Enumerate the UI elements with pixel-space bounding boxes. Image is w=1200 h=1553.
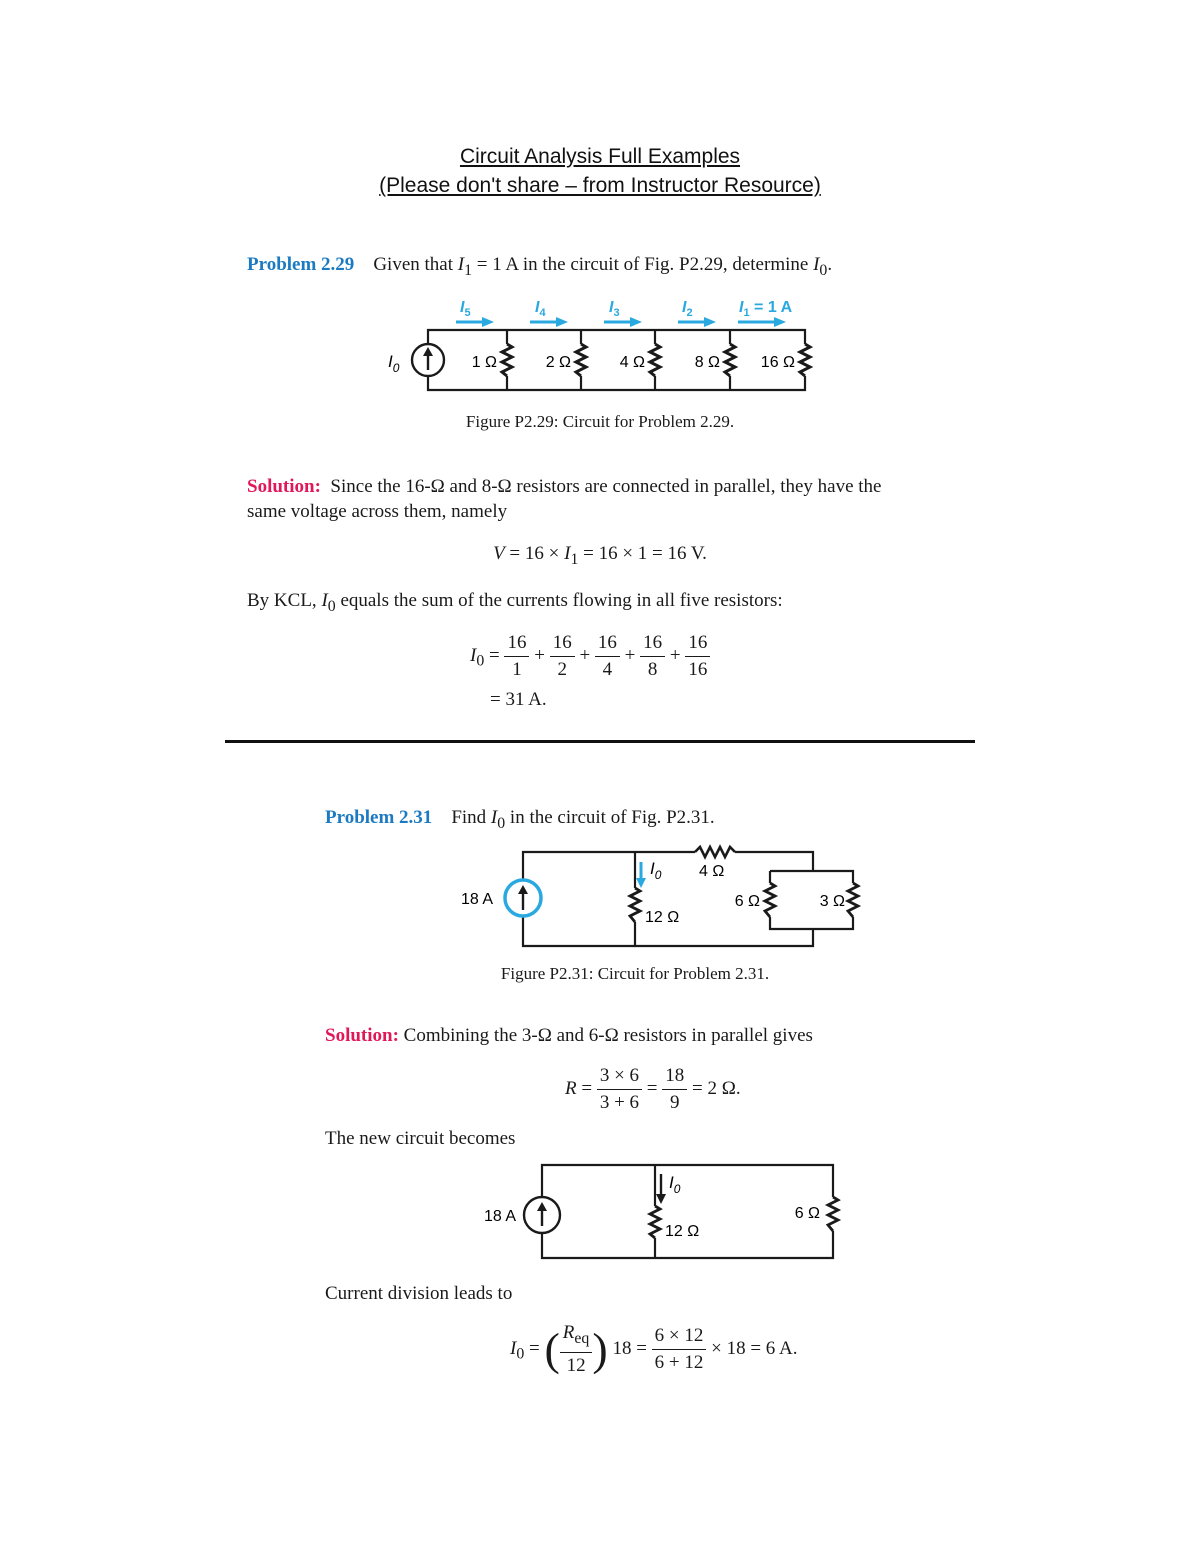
resistor-label: 12 Ω (665, 1223, 700, 1240)
solution-231 (325, 1025, 813, 1047)
solution-text: same voltage across them, namely (247, 501, 508, 522)
kcl-text: By KCL, (247, 590, 322, 611)
eq-sign: = (642, 1077, 663, 1099)
eq-text: = 16 × (504, 543, 565, 564)
fraction: $\frac{6 \times 12}{6 + 12}$ (652, 1323, 707, 1376)
problem-231-statement (325, 807, 715, 833)
resistor-label: 3 Ω (819, 893, 845, 910)
fraction: $\frac{16}{16}$ (685, 630, 710, 683)
eq-result: = 2 Ω. (687, 1077, 741, 1099)
resistor-12ohm (630, 888, 640, 922)
figure-caption-p229: Figure P2.29: Circuit for Problem 2.29. (465, 412, 735, 431)
resistor-label: 6 Ω (794, 1205, 820, 1222)
solution-text: Combining the 3-Ω and 6-Ω resistors in parallel gives (403, 1025, 813, 1046)
current-arrow-icon (556, 317, 568, 327)
resistor-6ohm (828, 1197, 838, 1231)
current-label-i1: $I_1 = 1$ A (739, 299, 793, 319)
fraction: $\frac{16}{4}$ (595, 630, 620, 683)
current-arrow-icon (704, 317, 716, 327)
section-divider (225, 740, 975, 743)
source-label: 18 A (484, 1208, 517, 1225)
statement-text: . (827, 254, 833, 275)
bottom-wire (428, 376, 805, 390)
equation-sum-result: = 31 A. (490, 689, 547, 710)
resistor-3ohm (848, 883, 858, 917)
plus-sign: + (624, 644, 636, 666)
fraction: $\frac{3 \times 6}{3 + 6}$ (597, 1063, 642, 1116)
circuit-figure-p229 (380, 290, 820, 400)
resistor-label: 4 Ω (619, 354, 645, 371)
current-label-i3: $I_3$ (609, 299, 620, 319)
resistor-label: 1 Ω (471, 354, 497, 371)
resistor-12ohm (650, 1206, 660, 1238)
top-wire (542, 1165, 833, 1197)
resistor-2 (576, 344, 586, 376)
problem-231-label: Problem 2.31 (325, 807, 433, 828)
current-label-i5: $I_5$ (460, 299, 471, 319)
bottom-wire (523, 916, 635, 946)
paren-right: ) (592, 1323, 608, 1375)
eq-sign: = (524, 1337, 545, 1359)
problem-229-statement (247, 254, 832, 280)
resistor-4 (725, 344, 735, 376)
current-arrow-icon (774, 317, 786, 327)
var-sub: 1 (570, 550, 579, 568)
var-i: I (564, 543, 571, 564)
statement-text: in the circuit of Fig. P2.31. (505, 807, 715, 828)
statement-text: Find (451, 807, 491, 828)
var-sub: 0 (476, 652, 485, 670)
resistor-label: 8 Ω (694, 354, 720, 371)
fraction: $\frac{16}{1}$ (504, 630, 529, 683)
fraction: $\frac{18}{9}$ (662, 1063, 687, 1116)
resistor-6ohm (765, 883, 775, 917)
circuit-figure-simplified (480, 1160, 850, 1265)
var-i: I (470, 644, 477, 666)
paren-left: ( (544, 1323, 560, 1375)
kcl-text: equals the sum of the currents flowing in all five resistors: (335, 590, 783, 611)
current-arrow-icon (630, 317, 642, 327)
resistor-1 (502, 344, 512, 376)
var-sub: 0 (327, 597, 336, 615)
current-label-i0: $I_0$ (650, 859, 662, 882)
fraction: $\frac{16}{8}$ (640, 630, 665, 683)
problem-229-label: Problem 2.29 (247, 254, 355, 275)
statement-text: Given that (373, 254, 458, 275)
eq-text: 18 = (607, 1337, 652, 1359)
current-label-i0: $I_0$ (669, 1173, 681, 1196)
solution-label: Solution: (247, 476, 321, 497)
var-sub: 1 (464, 261, 472, 279)
current-label-i2: $I_2$ (682, 299, 693, 319)
resistor-label: 12 Ω (645, 909, 680, 926)
kcl-statement (247, 590, 783, 616)
resistor-5 (800, 344, 810, 376)
resistor-label: 6 Ω (734, 893, 760, 910)
var-v: V (493, 543, 505, 564)
var-sub: 0 (516, 1345, 525, 1363)
fraction: $\frac{16}{2}$ (550, 630, 575, 683)
current-label-i4: $I_4$ (535, 299, 546, 319)
equation-voltage (0, 543, 1200, 569)
source-label: 18 A (461, 891, 494, 908)
equation-final (510, 1320, 797, 1379)
new-circuit-text: The new circuit becomes (325, 1128, 516, 1149)
current-arrow-icon (636, 878, 646, 888)
resistor-3 (650, 344, 660, 376)
plus-sign: + (669, 644, 681, 666)
resistor-label: 4 Ω (699, 863, 725, 880)
circuit-figure-p231 (455, 840, 875, 955)
figure-caption-p231: Figure P2.31: Circuit for Problem 2.31. (500, 964, 770, 983)
var-sub: 0 (497, 814, 506, 832)
var-r: R (565, 1077, 577, 1099)
current-division-text: Current division leads to (325, 1283, 513, 1304)
plus-sign: + (534, 644, 545, 666)
eq-sign: = (576, 1077, 597, 1099)
page-subtitle: (Please don't share – from Instructor Resource) (379, 174, 821, 197)
solution-label: Solution: (325, 1025, 399, 1046)
eq-result: × 18 = 6 A. (706, 1337, 798, 1359)
eq-sign: = (484, 644, 505, 666)
equation-r (565, 1063, 741, 1116)
eq-text: = 16 × 1 = 16 V. (578, 543, 707, 564)
source-label-i0: $I_0$ (388, 352, 400, 375)
var-i: I (490, 807, 498, 828)
solution-229 (247, 474, 967, 524)
equation-sum (470, 630, 710, 683)
resistor-label: 16 Ω (760, 354, 795, 371)
var-i: I (510, 1337, 517, 1359)
var-i: I (457, 254, 465, 275)
resistor-label: 2 Ω (545, 354, 571, 371)
fraction: $\frac{R_{eq}}{12}$ (560, 1320, 593, 1379)
current-arrow-icon (656, 1194, 666, 1204)
var-i: I (321, 590, 328, 611)
var-i: I (813, 254, 820, 275)
page-title: Circuit Analysis Full Examples (459, 145, 741, 168)
plus-sign: + (579, 644, 591, 666)
solution-text: Since the 16-Ω and 8-Ω resistors are connected in parallel, they have the (330, 476, 882, 497)
current-arrow-icon (482, 317, 494, 327)
statement-text: = 1 A in the circuit of Fig. P2.29, determine (472, 254, 814, 275)
var-sub: 0 (819, 261, 828, 279)
